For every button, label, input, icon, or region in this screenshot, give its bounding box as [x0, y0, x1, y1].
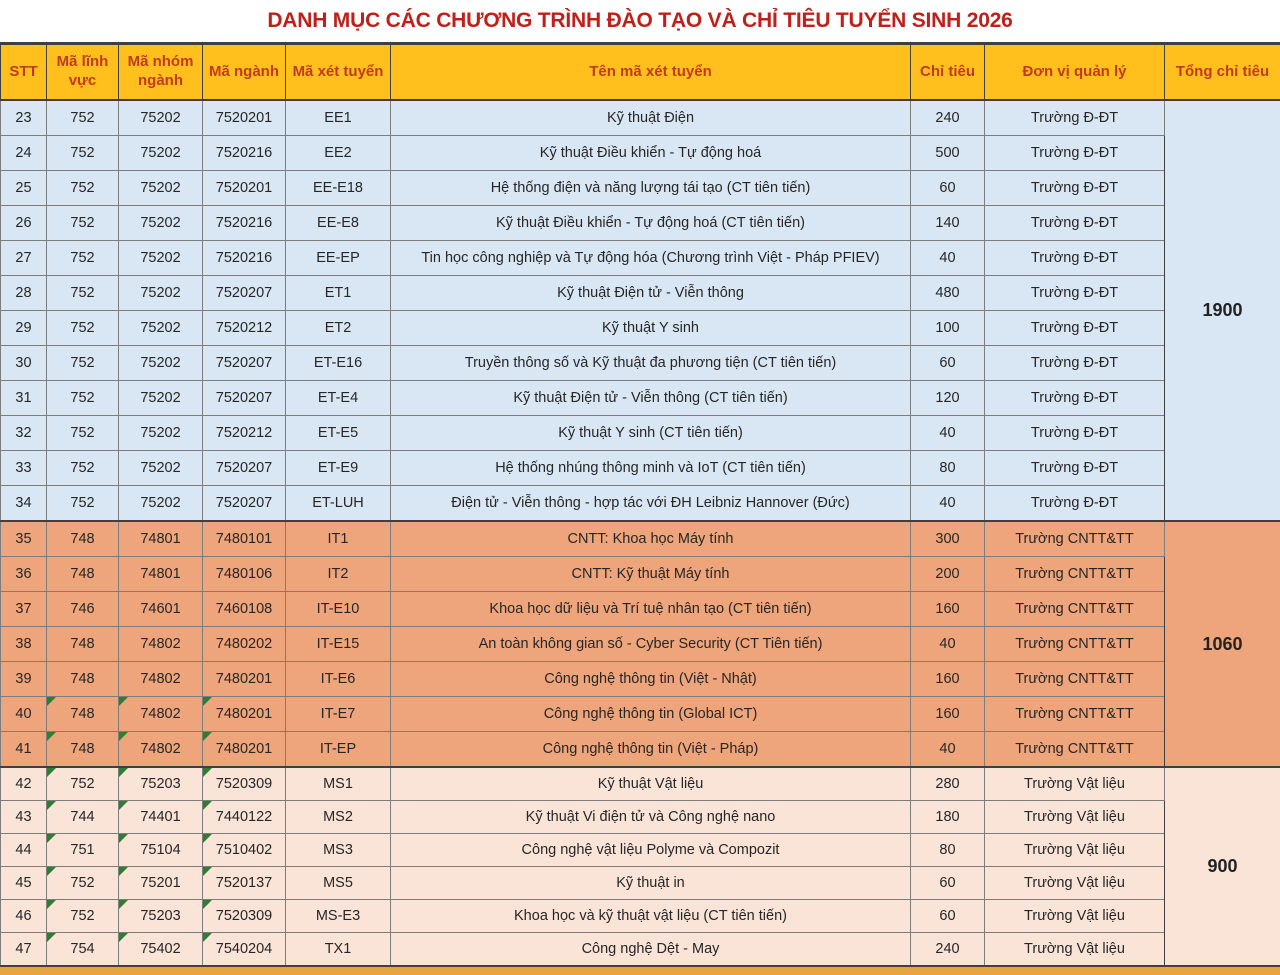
quota-cell: 80 — [911, 451, 985, 486]
quota-cell: 300 — [911, 521, 985, 557]
admission-code-cell: MS1 — [286, 767, 391, 801]
table-row — [1, 241, 1280, 276]
program-name-cell: Kỹ thuật Điều khiển - Tự động hoá (CT tiên tiến) — [391, 206, 911, 241]
group-code-cell: 74801 — [119, 521, 203, 557]
group-code-cell: 75201 — [119, 867, 203, 900]
admission-code-cell: MS5 — [286, 867, 391, 900]
unit-cell: Trường Vật liệu — [985, 767, 1165, 801]
program-name-cell: Truyền thông số và Kỹ thuật đa phương tiện (CT tiên tiến) — [391, 346, 911, 381]
unit-cell: Trường Vật liệu — [985, 867, 1165, 900]
unit-cell: Trường Đ-ĐT — [985, 381, 1165, 416]
stt-cell: 25 — [1, 171, 47, 206]
unit-cell: Trường Đ-ĐT — [985, 451, 1165, 486]
program-name-cell: Kỹ thuật Vật liệu — [391, 767, 911, 801]
quota-cell: 80 — [911, 834, 985, 867]
unit-cell: Trường CNTT&TT — [985, 732, 1165, 768]
stt-cell: 24 — [1, 136, 47, 171]
stt-cell: 46 — [1, 900, 47, 933]
major-code-cell: 7520207 — [203, 381, 286, 416]
field-code-cell: 752 — [47, 276, 119, 311]
quota-cell: 120 — [911, 381, 985, 416]
admission-code-cell: ET-LUH — [286, 486, 391, 522]
field-code-cell: 751 — [47, 834, 119, 867]
programs-table — [0, 42, 1280, 967]
table-row — [1, 136, 1280, 171]
program-name-cell: Hệ thống nhúng thông minh và IoT (CT tiên tiến) — [391, 451, 911, 486]
quota-cell: 60 — [911, 171, 985, 206]
unit-cell: Trường Vật liệu — [985, 933, 1165, 967]
admission-code-cell: EE2 — [286, 136, 391, 171]
unit-cell: Trường Đ-ĐT — [985, 206, 1165, 241]
admission-code-cell: ET2 — [286, 311, 391, 346]
quota-cell: 200 — [911, 557, 985, 592]
major-code-cell: 7520201 — [203, 100, 286, 136]
table-row — [1, 834, 1280, 867]
table-row — [1, 276, 1280, 311]
admission-code-cell: IT-E6 — [286, 662, 391, 697]
admission-code-cell: MS2 — [286, 801, 391, 834]
major-code-cell: 7480202 — [203, 627, 286, 662]
program-name-cell: CNTT: Kỹ thuật Máy tính — [391, 557, 911, 592]
program-name-cell: Công nghệ thông tin (Việt - Pháp) — [391, 732, 911, 768]
program-name-cell: Công nghệ Dệt - May — [391, 933, 911, 967]
quota-cell: 180 — [911, 801, 985, 834]
field-code-cell: 748 — [47, 521, 119, 557]
quota-cell: 160 — [911, 662, 985, 697]
admission-code-cell: ET-E16 — [286, 346, 391, 381]
admission-code-cell: IT-EP — [286, 732, 391, 768]
program-name-cell: Hệ thống điện và năng lượng tái tạo (CT tiên tiến) — [391, 171, 911, 206]
major-code-cell: 7440122 — [203, 801, 286, 834]
quota-cell: 480 — [911, 276, 985, 311]
group-code-cell: 75402 — [119, 933, 203, 967]
group-code-cell: 75202 — [119, 486, 203, 522]
field-code-cell: 748 — [47, 557, 119, 592]
col-header-stt: STT — [1, 44, 47, 101]
table-row — [1, 416, 1280, 451]
major-code-cell: 7480101 — [203, 521, 286, 557]
quota-cell: 40 — [911, 486, 985, 522]
unit-cell: Trường Đ-ĐT — [985, 486, 1165, 522]
program-name-cell: Công nghệ vật liệu Polyme và Compozit — [391, 834, 911, 867]
group-code-cell: 74802 — [119, 662, 203, 697]
col-header-group-code: Mã nhóm ngành — [119, 44, 203, 101]
stt-cell: 36 — [1, 557, 47, 592]
program-name-cell: Kỹ thuật Vi điện tử và Công nghệ nano — [391, 801, 911, 834]
quota-cell: 40 — [911, 416, 985, 451]
admission-code-cell: ET-E4 — [286, 381, 391, 416]
table-body — [1, 100, 1280, 966]
program-name-cell: Khoa học dữ liệu và Trí tuệ nhân tạo (CT tiên tiến) — [391, 592, 911, 627]
unit-cell: Trường Đ-ĐT — [985, 171, 1165, 206]
field-code-cell: 752 — [47, 900, 119, 933]
stt-cell: 40 — [1, 697, 47, 732]
unit-cell: Trường Vật liệu — [985, 834, 1165, 867]
stt-cell: 38 — [1, 627, 47, 662]
quota-cell: 40 — [911, 627, 985, 662]
field-code-cell: 752 — [47, 451, 119, 486]
major-code-cell: 7520216 — [203, 206, 286, 241]
admission-code-cell: IT-E15 — [286, 627, 391, 662]
field-code-cell: 746 — [47, 592, 119, 627]
quota-cell: 500 — [911, 136, 985, 171]
unit-cell: Trường Đ-ĐT — [985, 241, 1165, 276]
quota-cell: 240 — [911, 933, 985, 967]
admission-code-cell: ET-E5 — [286, 416, 391, 451]
table-row — [1, 867, 1280, 900]
quota-cell: 280 — [911, 767, 985, 801]
table-row — [1, 767, 1280, 801]
table-row — [1, 662, 1280, 697]
quota-cell: 40 — [911, 241, 985, 276]
group-code-cell: 75202 — [119, 136, 203, 171]
table-row — [1, 801, 1280, 834]
field-code-cell: 752 — [47, 171, 119, 206]
group-code-cell: 75202 — [119, 171, 203, 206]
field-code-cell: 748 — [47, 662, 119, 697]
program-name-cell: Kỹ thuật in — [391, 867, 911, 900]
col-header-program-name: Tên mã xét tuyển — [391, 44, 911, 101]
group-code-cell: 75202 — [119, 276, 203, 311]
major-code-cell: 7510402 — [203, 834, 286, 867]
quota-cell: 100 — [911, 311, 985, 346]
group-code-cell: 74801 — [119, 557, 203, 592]
stt-cell: 42 — [1, 767, 47, 801]
major-code-cell: 7520212 — [203, 416, 286, 451]
unit-cell: Trường CNTT&TT — [985, 662, 1165, 697]
program-name-cell: Kỹ thuật Điện — [391, 100, 911, 136]
major-code-cell: 7480106 — [203, 557, 286, 592]
major-code-cell: 7460108 — [203, 592, 286, 627]
unit-cell: Trường CNTT&TT — [985, 557, 1165, 592]
quota-cell: 140 — [911, 206, 985, 241]
table-row — [1, 451, 1280, 486]
program-name-cell: Kỹ thuật Điện tử - Viễn thông — [391, 276, 911, 311]
unit-cell: Trường Đ-ĐT — [985, 136, 1165, 171]
field-code-cell: 752 — [47, 381, 119, 416]
table-row — [1, 206, 1280, 241]
stt-cell: 45 — [1, 867, 47, 900]
program-name-cell: Điện tử - Viễn thông - hợp tác với ĐH Leibniz Hannover (Đức) — [391, 486, 911, 522]
unit-cell: Trường Đ-ĐT — [985, 346, 1165, 381]
table-row — [1, 900, 1280, 933]
group-code-cell: 75203 — [119, 900, 203, 933]
group-code-cell: 75202 — [119, 100, 203, 136]
program-name-cell: Công nghệ thông tin (Việt - Nhật) — [391, 662, 911, 697]
stt-cell: 31 — [1, 381, 47, 416]
table-row — [1, 933, 1280, 967]
group-code-cell: 74601 — [119, 592, 203, 627]
group-code-cell: 75202 — [119, 416, 203, 451]
unit-cell: Trường CNTT&TT — [985, 521, 1165, 557]
table-row — [1, 311, 1280, 346]
unit-cell: Trường Đ-ĐT — [985, 311, 1165, 346]
group-code-cell: 75202 — [119, 311, 203, 346]
major-code-cell: 7520137 — [203, 867, 286, 900]
group-code-cell: 75203 — [119, 767, 203, 801]
table-row — [1, 627, 1280, 662]
field-code-cell: 752 — [47, 100, 119, 136]
quota-cell: 60 — [911, 346, 985, 381]
program-name-cell: CNTT: Khoa học Máy tính — [391, 521, 911, 557]
group-code-cell: 75202 — [119, 451, 203, 486]
admission-code-cell: MS3 — [286, 834, 391, 867]
program-name-cell: Kỹ thuật Y sinh — [391, 311, 911, 346]
stt-cell: 35 — [1, 521, 47, 557]
stt-cell: 30 — [1, 346, 47, 381]
section-total-cell: 1900 — [1165, 100, 1280, 521]
group-code-cell: 74802 — [119, 732, 203, 768]
program-name-cell: Kỹ thuật Điện tử - Viễn thông (CT tiên tiến) — [391, 381, 911, 416]
major-code-cell: 7520207 — [203, 451, 286, 486]
field-code-cell: 752 — [47, 867, 119, 900]
stt-cell: 28 — [1, 276, 47, 311]
field-code-cell: 752 — [47, 311, 119, 346]
admission-code-cell: IT1 — [286, 521, 391, 557]
admission-code-cell: EE-E8 — [286, 206, 391, 241]
group-code-cell: 75202 — [119, 346, 203, 381]
group-code-cell: 75202 — [119, 381, 203, 416]
admission-code-cell: EE-EP — [286, 241, 391, 276]
col-header-field-code: Mã lĩnh vực — [47, 44, 119, 101]
stt-cell: 37 — [1, 592, 47, 627]
admission-code-cell: ET1 — [286, 276, 391, 311]
table-row — [1, 100, 1280, 136]
program-name-cell: Tin học công nghiệp và Tự động hóa (Chương trình Việt - Pháp PFIEV) — [391, 241, 911, 276]
major-code-cell: 7520212 — [203, 311, 286, 346]
group-code-cell: 74401 — [119, 801, 203, 834]
program-name-cell: Kỹ thuật Y sinh (CT tiên tiến) — [391, 416, 911, 451]
stt-cell: 43 — [1, 801, 47, 834]
stt-cell: 34 — [1, 486, 47, 522]
col-header-quota: Chỉ tiêu — [911, 44, 985, 101]
admission-code-cell: MS-E3 — [286, 900, 391, 933]
unit-cell: Trường CNTT&TT — [985, 627, 1165, 662]
program-name-cell: Công nghệ thông tin (Global ICT) — [391, 697, 911, 732]
table-row — [1, 697, 1280, 732]
table-row — [1, 592, 1280, 627]
field-code-cell: 744 — [47, 801, 119, 834]
table-row — [1, 521, 1280, 557]
table-row — [1, 171, 1280, 206]
unit-cell: Trường CNTT&TT — [985, 697, 1165, 732]
unit-cell: Trường Đ-ĐT — [985, 276, 1165, 311]
admission-code-cell: EE-E18 — [286, 171, 391, 206]
admission-code-cell: EE1 — [286, 100, 391, 136]
major-code-cell: 7520216 — [203, 241, 286, 276]
major-code-cell: 7540204 — [203, 933, 286, 967]
table-row — [1, 486, 1280, 522]
stt-cell: 29 — [1, 311, 47, 346]
quota-cell: 60 — [911, 900, 985, 933]
admission-code-cell: TX1 — [286, 933, 391, 967]
field-code-cell: 754 — [47, 933, 119, 967]
stt-cell: 33 — [1, 451, 47, 486]
major-code-cell: 7480201 — [203, 697, 286, 732]
field-code-cell: 752 — [47, 206, 119, 241]
stt-cell: 39 — [1, 662, 47, 697]
stt-cell: 27 — [1, 241, 47, 276]
major-code-cell: 7520201 — [203, 171, 286, 206]
field-code-cell: 752 — [47, 416, 119, 451]
program-name-cell: An toàn không gian số - Cyber Security (CT Tiên tiến) — [391, 627, 911, 662]
admission-code-cell: IT-E7 — [286, 697, 391, 732]
table-row — [1, 557, 1280, 592]
stt-cell: 47 — [1, 933, 47, 967]
unit-cell: Trường CNTT&TT — [985, 592, 1165, 627]
stt-cell: 26 — [1, 206, 47, 241]
major-code-cell: 7520207 — [203, 486, 286, 522]
section-total-cell: 1060 — [1165, 521, 1280, 767]
col-header-total-quota: Tổng chỉ tiêu — [1165, 44, 1280, 101]
quota-cell: 60 — [911, 867, 985, 900]
unit-cell: Trường Đ-ĐT — [985, 416, 1165, 451]
stt-cell: 23 — [1, 100, 47, 136]
field-code-cell: 752 — [47, 767, 119, 801]
stt-cell: 32 — [1, 416, 47, 451]
unit-cell: Trường Vật liệu — [985, 900, 1165, 933]
field-code-cell: 748 — [47, 732, 119, 768]
program-name-cell: Kỹ thuật Điều khiển - Tự động hoá — [391, 136, 911, 171]
field-code-cell: 748 — [47, 627, 119, 662]
quota-cell: 160 — [911, 592, 985, 627]
major-code-cell: 7520207 — [203, 346, 286, 381]
major-code-cell: 7480201 — [203, 662, 286, 697]
table-row — [1, 732, 1280, 768]
admission-code-cell: IT2 — [286, 557, 391, 592]
bottom-strip — [0, 967, 1280, 975]
col-header-managing-unit: Đơn vị quản lý — [985, 44, 1165, 101]
group-code-cell: 74802 — [119, 697, 203, 732]
program-name-cell: Khoa học và kỹ thuật vật liệu (CT tiên tiến) — [391, 900, 911, 933]
table-row — [1, 381, 1280, 416]
major-code-cell: 7520309 — [203, 767, 286, 801]
col-header-admission-code: Mã xét tuyển — [286, 44, 391, 101]
field-code-cell: 752 — [47, 136, 119, 171]
page-title: DANH MỤC CÁC CHƯƠNG TRÌNH ĐÀO TẠO VÀ CHỈ TIÊU TUYỂN SINH 2026 — [0, 0, 1280, 42]
group-code-cell: 75202 — [119, 241, 203, 276]
stt-cell: 41 — [1, 732, 47, 768]
section-total-cell: 900 — [1165, 767, 1280, 966]
col-header-major-code: Mã ngành — [203, 44, 286, 101]
table-row — [1, 346, 1280, 381]
unit-cell: Trường Đ-ĐT — [985, 100, 1165, 136]
stt-cell: 44 — [1, 834, 47, 867]
group-code-cell: 74802 — [119, 627, 203, 662]
major-code-cell: 7520207 — [203, 276, 286, 311]
group-code-cell: 75202 — [119, 206, 203, 241]
field-code-cell: 752 — [47, 486, 119, 522]
field-code-cell: 752 — [47, 346, 119, 381]
quota-cell: 240 — [911, 100, 985, 136]
quota-cell: 160 — [911, 697, 985, 732]
field-code-cell: 748 — [47, 697, 119, 732]
header-row — [1, 44, 1280, 101]
group-code-cell: 75104 — [119, 834, 203, 867]
admission-code-cell: ET-E9 — [286, 451, 391, 486]
major-code-cell: 7520309 — [203, 900, 286, 933]
major-code-cell: 7480201 — [203, 732, 286, 768]
quota-cell: 40 — [911, 732, 985, 768]
major-code-cell: 7520216 — [203, 136, 286, 171]
admission-code-cell: IT-E10 — [286, 592, 391, 627]
field-code-cell: 752 — [47, 241, 119, 276]
unit-cell: Trường Vật liệu — [985, 801, 1165, 834]
